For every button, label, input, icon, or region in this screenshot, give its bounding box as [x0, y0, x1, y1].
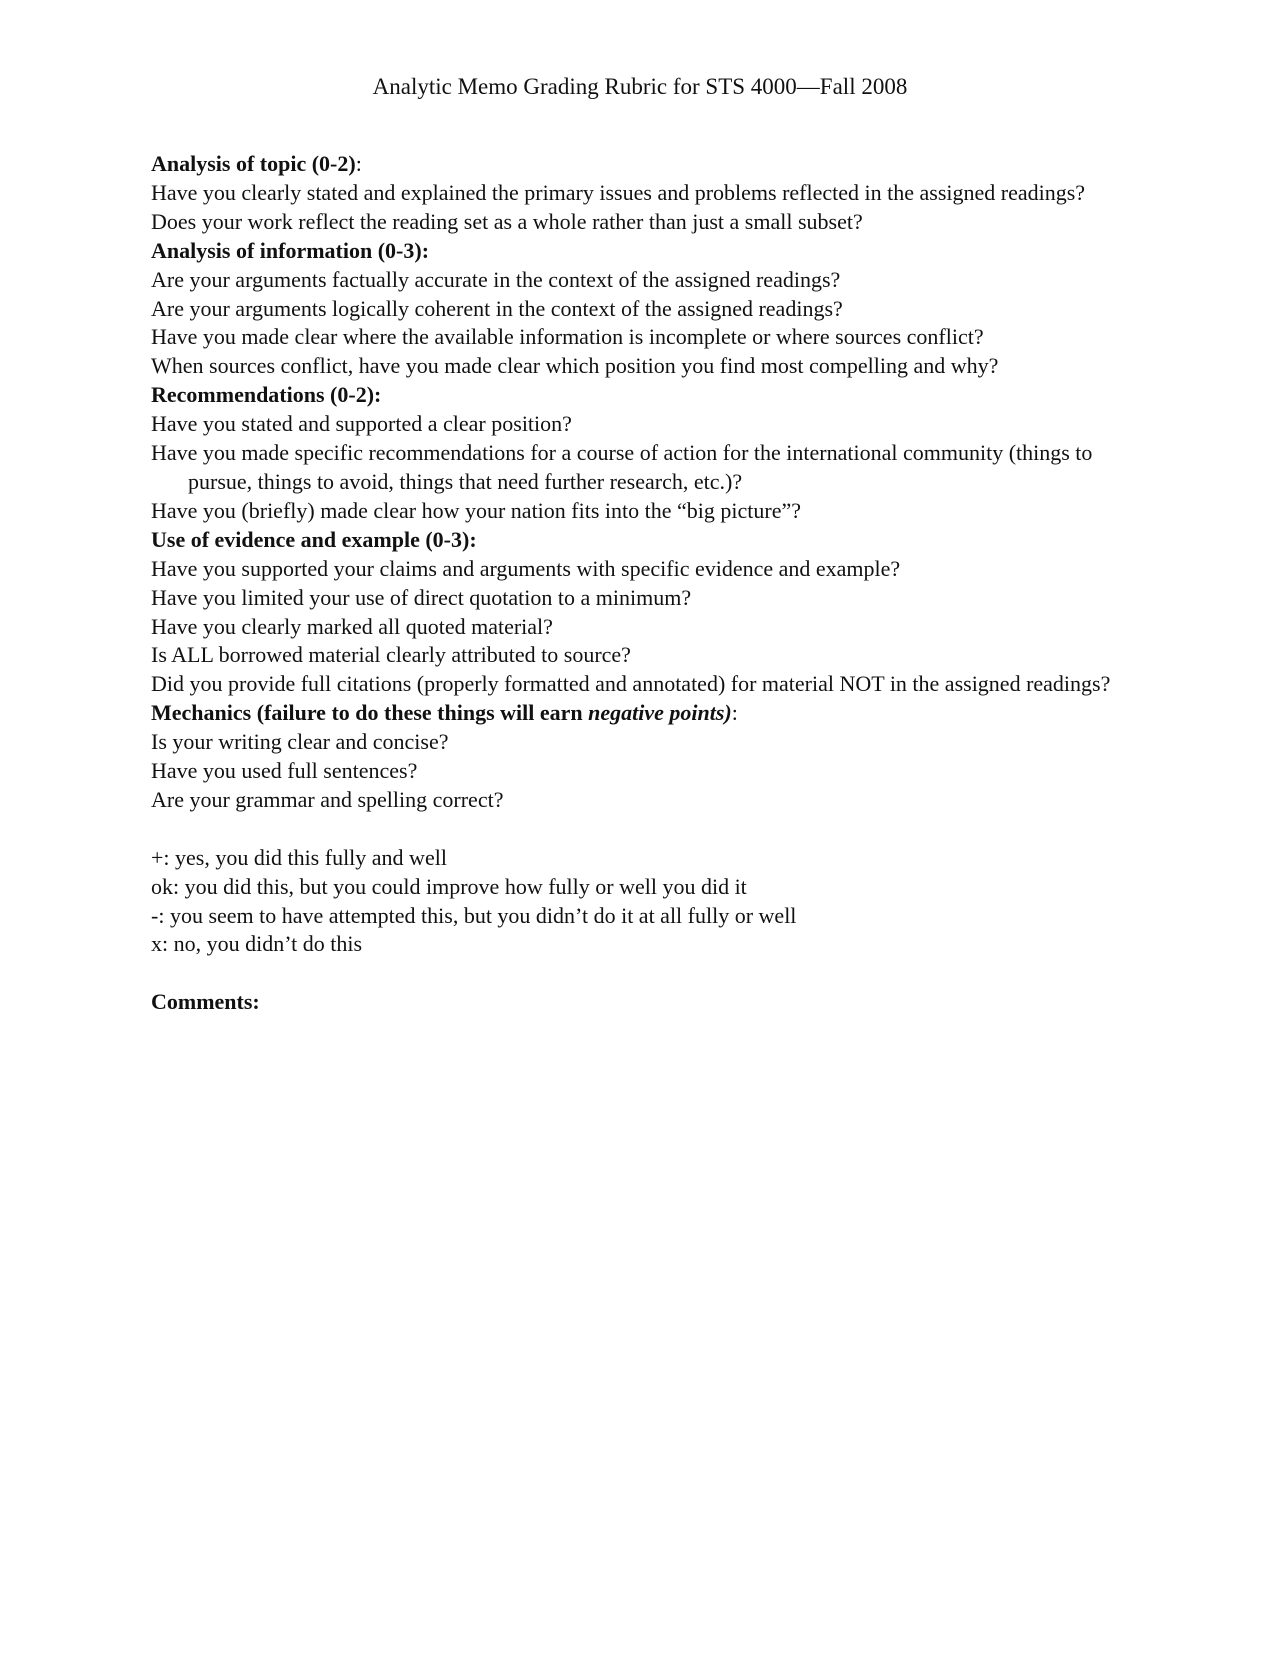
legend-item-minus: -: you seem to have attempted this, but you didn’t do it at all fully or well — [151, 902, 797, 928]
section-spacer — [151, 815, 1131, 844]
legend-item-x: x: no, you didn’t do this — [151, 931, 363, 957]
rubric-question: Have you (briefly) made clear how your nation fits into the “big picture”? — [151, 497, 801, 523]
rubric-body — [151, 150, 1131, 1017]
rubric-question: Is ALL borrowed material clearly attributed to source? — [151, 642, 631, 668]
rubric-question: Have you made specific recommendations for a course of action for the international community (things to pursue, things to avoid, things that need further research, etc.)? — [151, 440, 1093, 494]
rubric-question: Did you provide full citations (properly formatted and annotated) for material NOT in the assigned readings? — [151, 671, 1111, 697]
section-heading-analysis-of-information: Analysis of information (0-3): — [151, 237, 430, 263]
rubric-question: Are your arguments factually accurate in the context of the assigned readings? — [151, 266, 841, 292]
rubric-question: Have you supported your claims and arguments with specific evidence and example? — [151, 555, 901, 581]
rubric-question: Are your grammar and spelling correct? — [151, 786, 504, 812]
rubric-question: Have you clearly marked all quoted material? — [151, 613, 553, 639]
rubric-question: Is your writing clear and concise? — [151, 729, 449, 755]
legend-item-plus: +: yes, you did this fully and well — [151, 844, 447, 870]
grading-legend — [151, 844, 1131, 960]
section-heading-mechanics: Mechanics (failure to do these things will earn negative points): — [151, 700, 738, 726]
rubric-question: Does your work reflect the reading set as a whole rather than just a small subset? — [151, 208, 863, 234]
rubric-question: Have you stated and supported a clear position? — [151, 411, 572, 437]
section-spacer — [151, 959, 1131, 988]
section-heading-analysis-of-topic: Analysis of topic (0-2): — [151, 151, 362, 176]
rubric-question: Have you limited your use of direct quotation to a minimum? — [151, 584, 692, 610]
comments-label: Comments: — [151, 989, 260, 1015]
legend-item-ok: ok: you did this, but you could improve how fully or well you did it — [151, 873, 747, 899]
rubric-question: When sources conflict, have you made clear which position you find most compelling and why? — [151, 353, 999, 379]
rubric-question: Are your arguments logically coherent in the context of the assigned readings? — [151, 295, 843, 321]
rubric-question: Have you clearly stated and explained the primary issues and problems reflected in the assigned readings? — [151, 179, 1086, 205]
document-title: Analytic Memo Grading Rubric for STS 4000—Fall 2008 — [372, 74, 908, 99]
section-heading-recommendations: Recommendations (0-2): — [151, 382, 382, 408]
rubric-question: Have you made clear where the available information is incomplete or where sources conflict? — [151, 324, 984, 350]
rubric-question: Have you used full sentences? — [151, 758, 418, 784]
section-heading-use-of-evidence: Use of evidence and example (0-3): — [151, 526, 477, 552]
